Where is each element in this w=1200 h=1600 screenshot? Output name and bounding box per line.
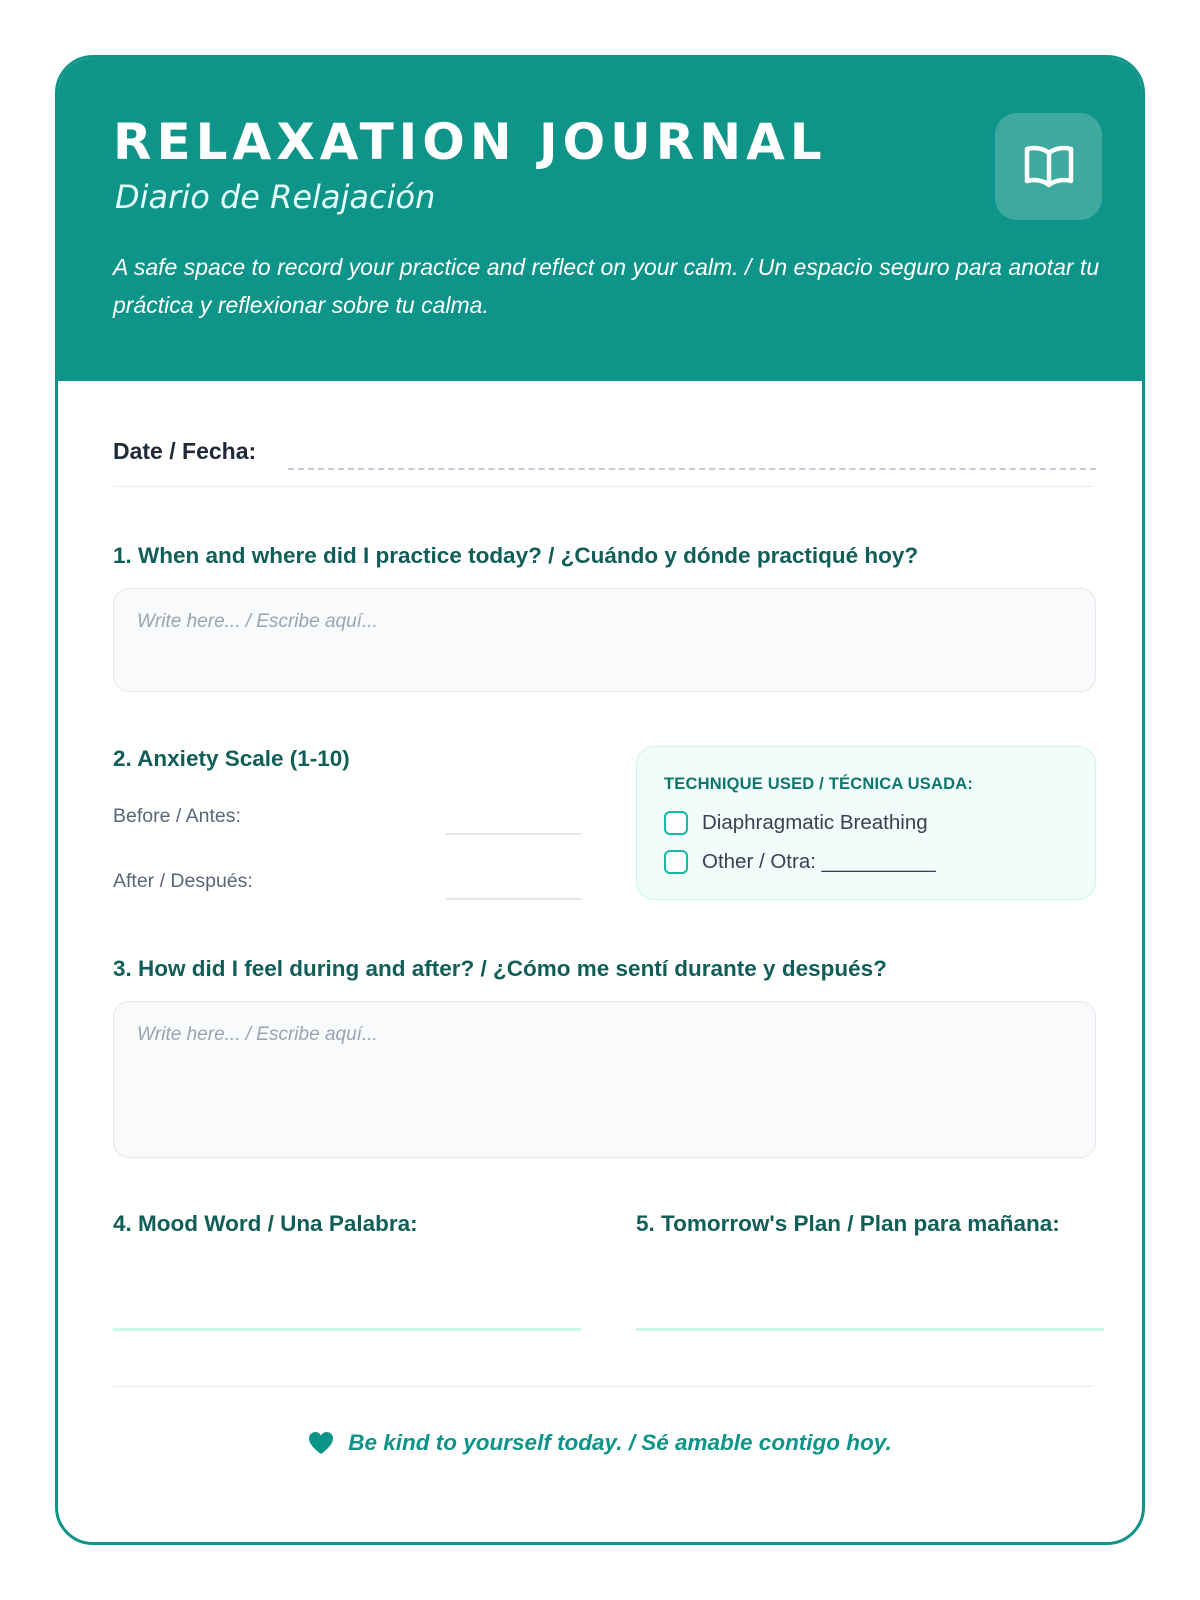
anxiety-after-input[interactable] bbox=[446, 898, 581, 900]
tomorrow-plan-label: 5. Tomorrow's Plan / Plan para mañana: bbox=[636, 1211, 1060, 1236]
question-3-placeholder: Write here... / Escribe aquí... bbox=[137, 1024, 378, 1045]
heart-icon bbox=[308, 1431, 334, 1455]
technique-option-label: Diaphragmatic Breathing bbox=[702, 811, 928, 834]
technique-panel bbox=[636, 746, 1096, 900]
journal-subtitle: Diario de Relajación bbox=[115, 178, 436, 216]
journal-card bbox=[55, 55, 1145, 1545]
anxiety-after-label: After / Después: bbox=[113, 870, 253, 892]
technique-option-other[interactable] bbox=[664, 850, 936, 874]
date-input-line[interactable] bbox=[288, 468, 1096, 470]
journal-header bbox=[58, 58, 1142, 381]
anxiety-before-label: Before / Antes: bbox=[113, 805, 241, 827]
open-book-icon bbox=[1023, 143, 1075, 191]
mood-word-input[interactable] bbox=[113, 1328, 581, 1331]
checkbox[interactable] bbox=[664, 850, 688, 874]
anxiety-scale-label: 2. Anxiety Scale (1-10) bbox=[113, 746, 350, 771]
technique-title: TECHNIQUE USED / TÉCNICA USADA: bbox=[664, 775, 974, 793]
question-3-label: 3. How did I feel during and after? / ¿Cómo me sentí durante y después? bbox=[113, 956, 887, 981]
anxiety-before-input[interactable] bbox=[446, 833, 581, 835]
technique-option-label: Other / Otra: __________ bbox=[702, 850, 936, 873]
date-label: Date / Fecha: bbox=[113, 438, 257, 464]
section-divider bbox=[113, 486, 1093, 487]
question-1-label: 1. When and where did I practice today? / ¿Cuándo y dónde practiqué hoy? bbox=[113, 543, 919, 568]
journal-title: RELAXATION JOURNAL bbox=[113, 113, 827, 171]
open-book-icon-container bbox=[995, 113, 1102, 220]
mood-word-label: 4. Mood Word / Una Palabra: bbox=[113, 1211, 418, 1236]
question-1-placeholder: Write here... / Escribe aquí... bbox=[137, 611, 378, 632]
technique-option-diaphragmatic[interactable] bbox=[664, 811, 928, 835]
tomorrow-plan-input[interactable] bbox=[636, 1328, 1104, 1331]
journal-tagline: A safe space to record your practice and reflect on your calm. / Un espacio seguro para anotar tu práctica y reflexionar sobre tu calma. bbox=[113, 254, 1100, 318]
footer bbox=[58, 1430, 1142, 1456]
question-3-answer-box[interactable] bbox=[113, 1001, 1096, 1158]
checkbox[interactable] bbox=[664, 811, 688, 835]
footer-message: Be kind to yourself today. / Sé amable contigo hoy. bbox=[348, 1430, 892, 1455]
footer-divider bbox=[113, 1386, 1093, 1387]
question-1-answer-box[interactable] bbox=[113, 588, 1096, 692]
